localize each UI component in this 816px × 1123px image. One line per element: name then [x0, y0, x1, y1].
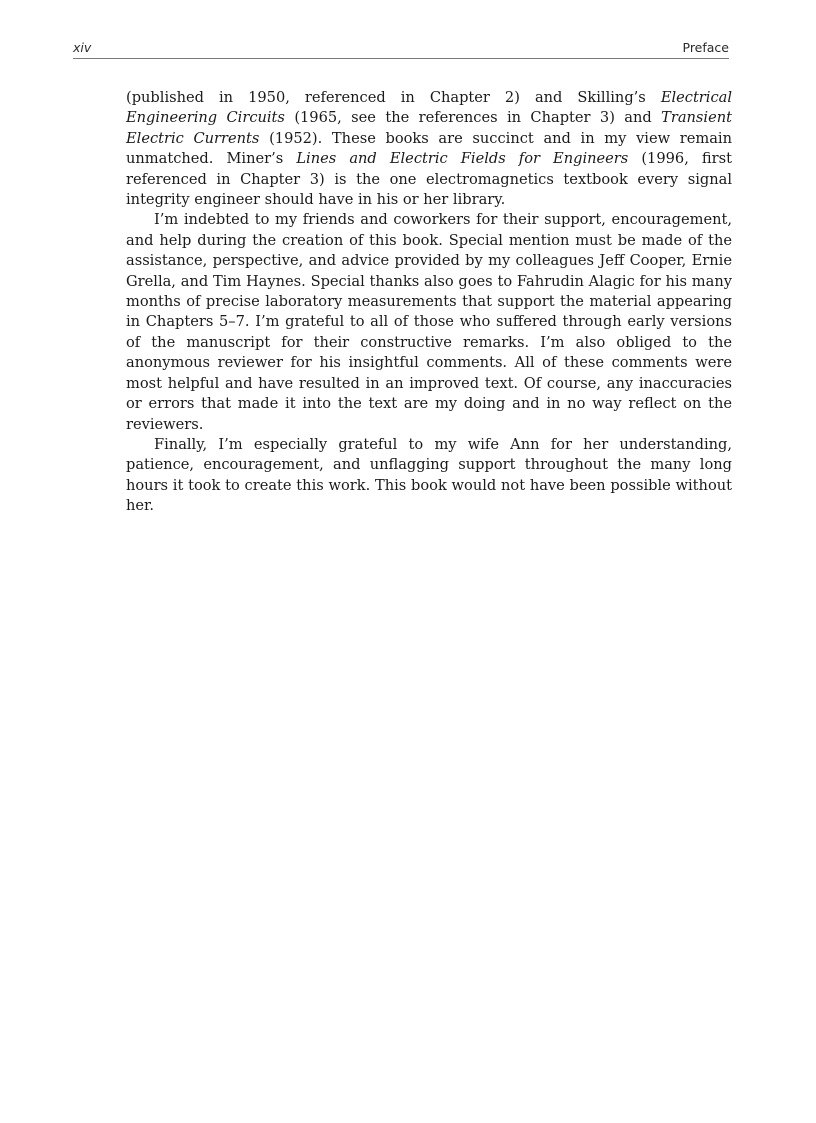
paragraph-text: (1965, see the references in Chapter 3) and	[284, 109, 662, 127]
paragraph-text: (1952). These books are succinct and in my view remain unmatched. Miner’s	[126, 129, 733, 168]
running-header	[73, 40, 729, 59]
paragraph-text: (published in 1950, referenced in Chapter 2) and Skilling’s	[126, 89, 661, 106]
paragraph-continuation	[126, 88, 732, 210]
paragraph-text: (1996, first referenced in Chapter 3) is the one electromagnetics textbook every signal integrity engineer should have in his or her library.	[126, 150, 732, 209]
paragraph-dedication: Finally, I’m especially grateful to my wife Ann for her understanding, patience, encouragement, and unflagging support throughout the many long hours it took to create this work. This book would not have been possible without her.	[126, 435, 732, 515]
page-number: xiv	[73, 40, 92, 55]
book-title-lines-and-electric-fields: Lines and Electric Fields for Engineers	[296, 150, 629, 168]
body-text	[126, 88, 732, 517]
book-title-transient-electric-currents: Transient Electric Currents	[126, 109, 732, 147]
book-title-electrical-engineering-circuits: Electrical Engineering Circuits	[126, 89, 732, 127]
section-title: Preface	[682, 40, 729, 55]
paragraph-acknowledgments: I’m indebted to my friends and coworkers for their support, encouragement, and help during the creation of this book. Special mention must be made of the assistance, perspective, and advice provided by my colleagues Jeff Cooper, Ernie Grella, and Tim Haynes. Special thanks also goes to Fahrudin Alagic for his many months of precise laboratory measurements that support the material appearing in Chapters 5–7. I’m grateful to all of those who suffered through early versions of the manuscript for their constructive remarks. I’m also obliged to the anonymous reviewer for his insightful comments. All of these comments were most helpful and have resulted in an improved text. Of course, any inaccuracies or errors that made it into the text are my doing and in no way reflect on the reviewers.	[126, 211, 732, 433]
